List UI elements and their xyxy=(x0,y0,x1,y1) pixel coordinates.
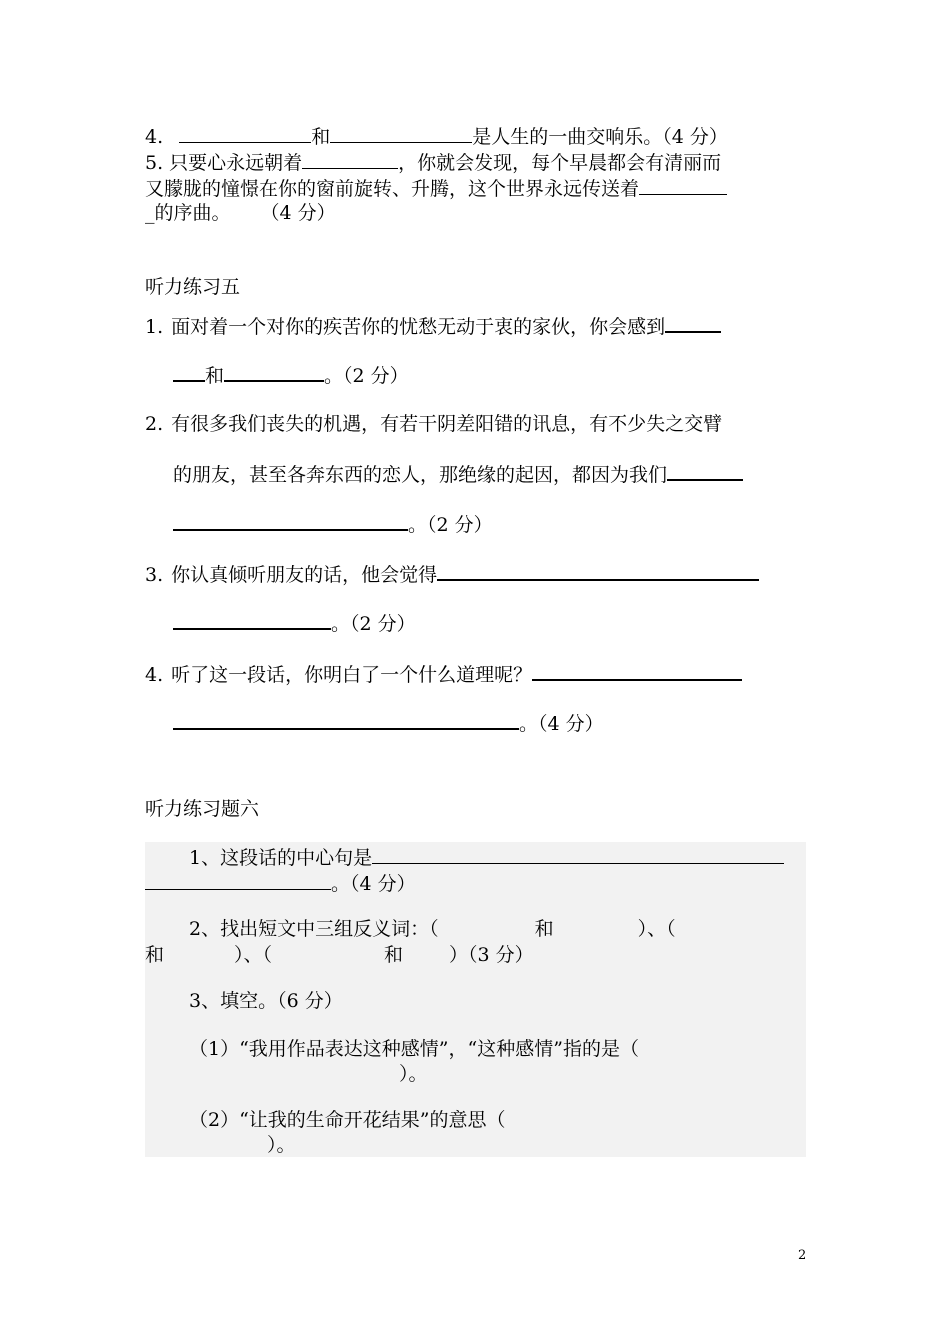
s6-q2-he-3: 和 xyxy=(384,944,404,966)
s6-q2-text-c: ）、（ xyxy=(637,918,676,940)
s5-q2-line1 xyxy=(145,412,722,436)
s5-q2-text2: 的朋友，甚至各奔东西的恋人，那绝缘的起因，都因为我们 xyxy=(173,464,668,486)
s6-q3-2-line2 xyxy=(145,1133,296,1157)
s4-q5-score: （4 分） xyxy=(260,202,336,224)
s6-q2-text-a: 2、找出短文中三组反义词：（ xyxy=(189,918,439,940)
s5-q2-line2 xyxy=(145,461,743,487)
s6-q3-1-line2 xyxy=(145,1062,428,1086)
answer-blank[interactable] xyxy=(330,124,472,143)
s5-q3-line1 xyxy=(145,561,759,587)
s5-q2-text: 有很多我们丧失的机遇，有若干阴差阳错的讯息，有不少失之交臂 xyxy=(171,413,723,435)
page-number: 2 xyxy=(798,1248,807,1263)
answer-blank[interactable] xyxy=(179,124,311,143)
s4-q5-line3 xyxy=(145,201,336,225)
s4-q5-line1 xyxy=(145,150,721,175)
s6-q3-text: 3、填空。（6 分） xyxy=(189,990,343,1012)
s5-q1-line2 xyxy=(145,362,409,388)
s5-q1-num: 1. xyxy=(145,316,164,338)
answer-blank[interactable] xyxy=(437,561,759,581)
s6-q2-he-1: 和 xyxy=(534,918,554,940)
s6-q2-line1 xyxy=(145,917,676,941)
s5-q1-line1 xyxy=(145,313,721,339)
answer-blank[interactable] xyxy=(173,710,519,730)
s6-q2-text-d: ）、（ xyxy=(234,944,273,966)
s4-q5-text-a: 5. 只要心永远朝着 xyxy=(145,152,303,174)
s6-q2-score: ）（3 分） xyxy=(449,944,534,966)
s4-q5-text-d: _的序曲。 xyxy=(145,202,231,224)
s5-q1-text: 面对着一个对你的疾苦你的忧愁无动于衷的家伙，你会感到 xyxy=(171,316,666,338)
s5-q3-num: 3. xyxy=(145,564,164,586)
answer-blank[interactable] xyxy=(145,871,331,890)
s4-q5-line2 xyxy=(145,176,727,201)
s5-q4-line1 xyxy=(145,661,742,687)
s6-q2-he-2: 和 xyxy=(145,944,165,966)
s5-q3-tail: 。（2 分） xyxy=(331,613,416,635)
s5-q1-tail: 。（2 分） xyxy=(324,365,409,387)
answer-blank[interactable] xyxy=(173,511,408,531)
s4-q4-num: 4. xyxy=(145,126,164,148)
s4-q4-tail: 是人生的一曲交响乐。（4 分） xyxy=(472,126,728,148)
s5-q4-line2 xyxy=(145,710,604,736)
s5-q2-tail: 。（2 分） xyxy=(408,514,493,536)
s6-q3-1-close: ）。 xyxy=(399,1063,428,1085)
answer-blank[interactable] xyxy=(173,362,205,382)
s6-q3-1-text: （1）“我用作品表达这种感情”，“这种感情”指的是（ xyxy=(189,1038,639,1060)
s4-q5-text-b: ，你就会发现，每个早晨都会有清丽而 xyxy=(398,152,722,174)
s5-q3-line2 xyxy=(145,610,416,636)
s6-q1-line1 xyxy=(145,845,784,870)
answer-blank[interactable] xyxy=(372,845,784,864)
answer-blank[interactable] xyxy=(302,150,398,169)
s5-q4-tail: 。（4 分） xyxy=(519,713,604,735)
s6-q2-line2 xyxy=(145,943,534,967)
section5-title: 听力练习五 xyxy=(145,276,241,298)
s4-q5-text-c: 又朦胧的憧憬在你的窗前旋转、升腾，这个世界永远传送着 xyxy=(145,178,640,200)
s5-q2-line3 xyxy=(145,511,493,537)
s5-q2-num: 2. xyxy=(145,413,164,435)
s6-q3-2-close: ）。 xyxy=(267,1134,296,1156)
answer-blank[interactable] xyxy=(667,461,743,481)
s5-q4-num: 4. xyxy=(145,664,164,686)
section6-title: 听力练习题六 xyxy=(145,798,260,820)
answer-blank[interactable] xyxy=(665,313,721,333)
s6-q3-2-text: （2）“让我的生命开花结果”的意思（ xyxy=(189,1109,506,1131)
answer-blank[interactable] xyxy=(532,661,742,681)
answer-blank[interactable] xyxy=(639,176,727,195)
s6-q3-1-line1 xyxy=(145,1037,639,1061)
s5-q1-mid: 和 xyxy=(205,365,225,387)
s6-q1-line2 xyxy=(145,871,416,896)
s6-q3-2-line1 xyxy=(145,1108,506,1132)
s6-q3-line xyxy=(145,989,343,1013)
s4-q4-line xyxy=(145,124,728,149)
answer-blank[interactable] xyxy=(224,362,324,382)
s5-q4-text: 听了这一段话，你明白了一个什么道理呢？ xyxy=(171,664,533,686)
s6-q1-text: 1、这段话的中心句是 xyxy=(189,847,373,869)
s4-q4-mid: 和 xyxy=(311,126,331,148)
answer-blank[interactable] xyxy=(173,610,331,630)
s5-q3-text: 你认真倾听朋友的话，他会觉得 xyxy=(171,564,438,586)
s6-q1-tail: 。（4 分） xyxy=(331,873,416,895)
